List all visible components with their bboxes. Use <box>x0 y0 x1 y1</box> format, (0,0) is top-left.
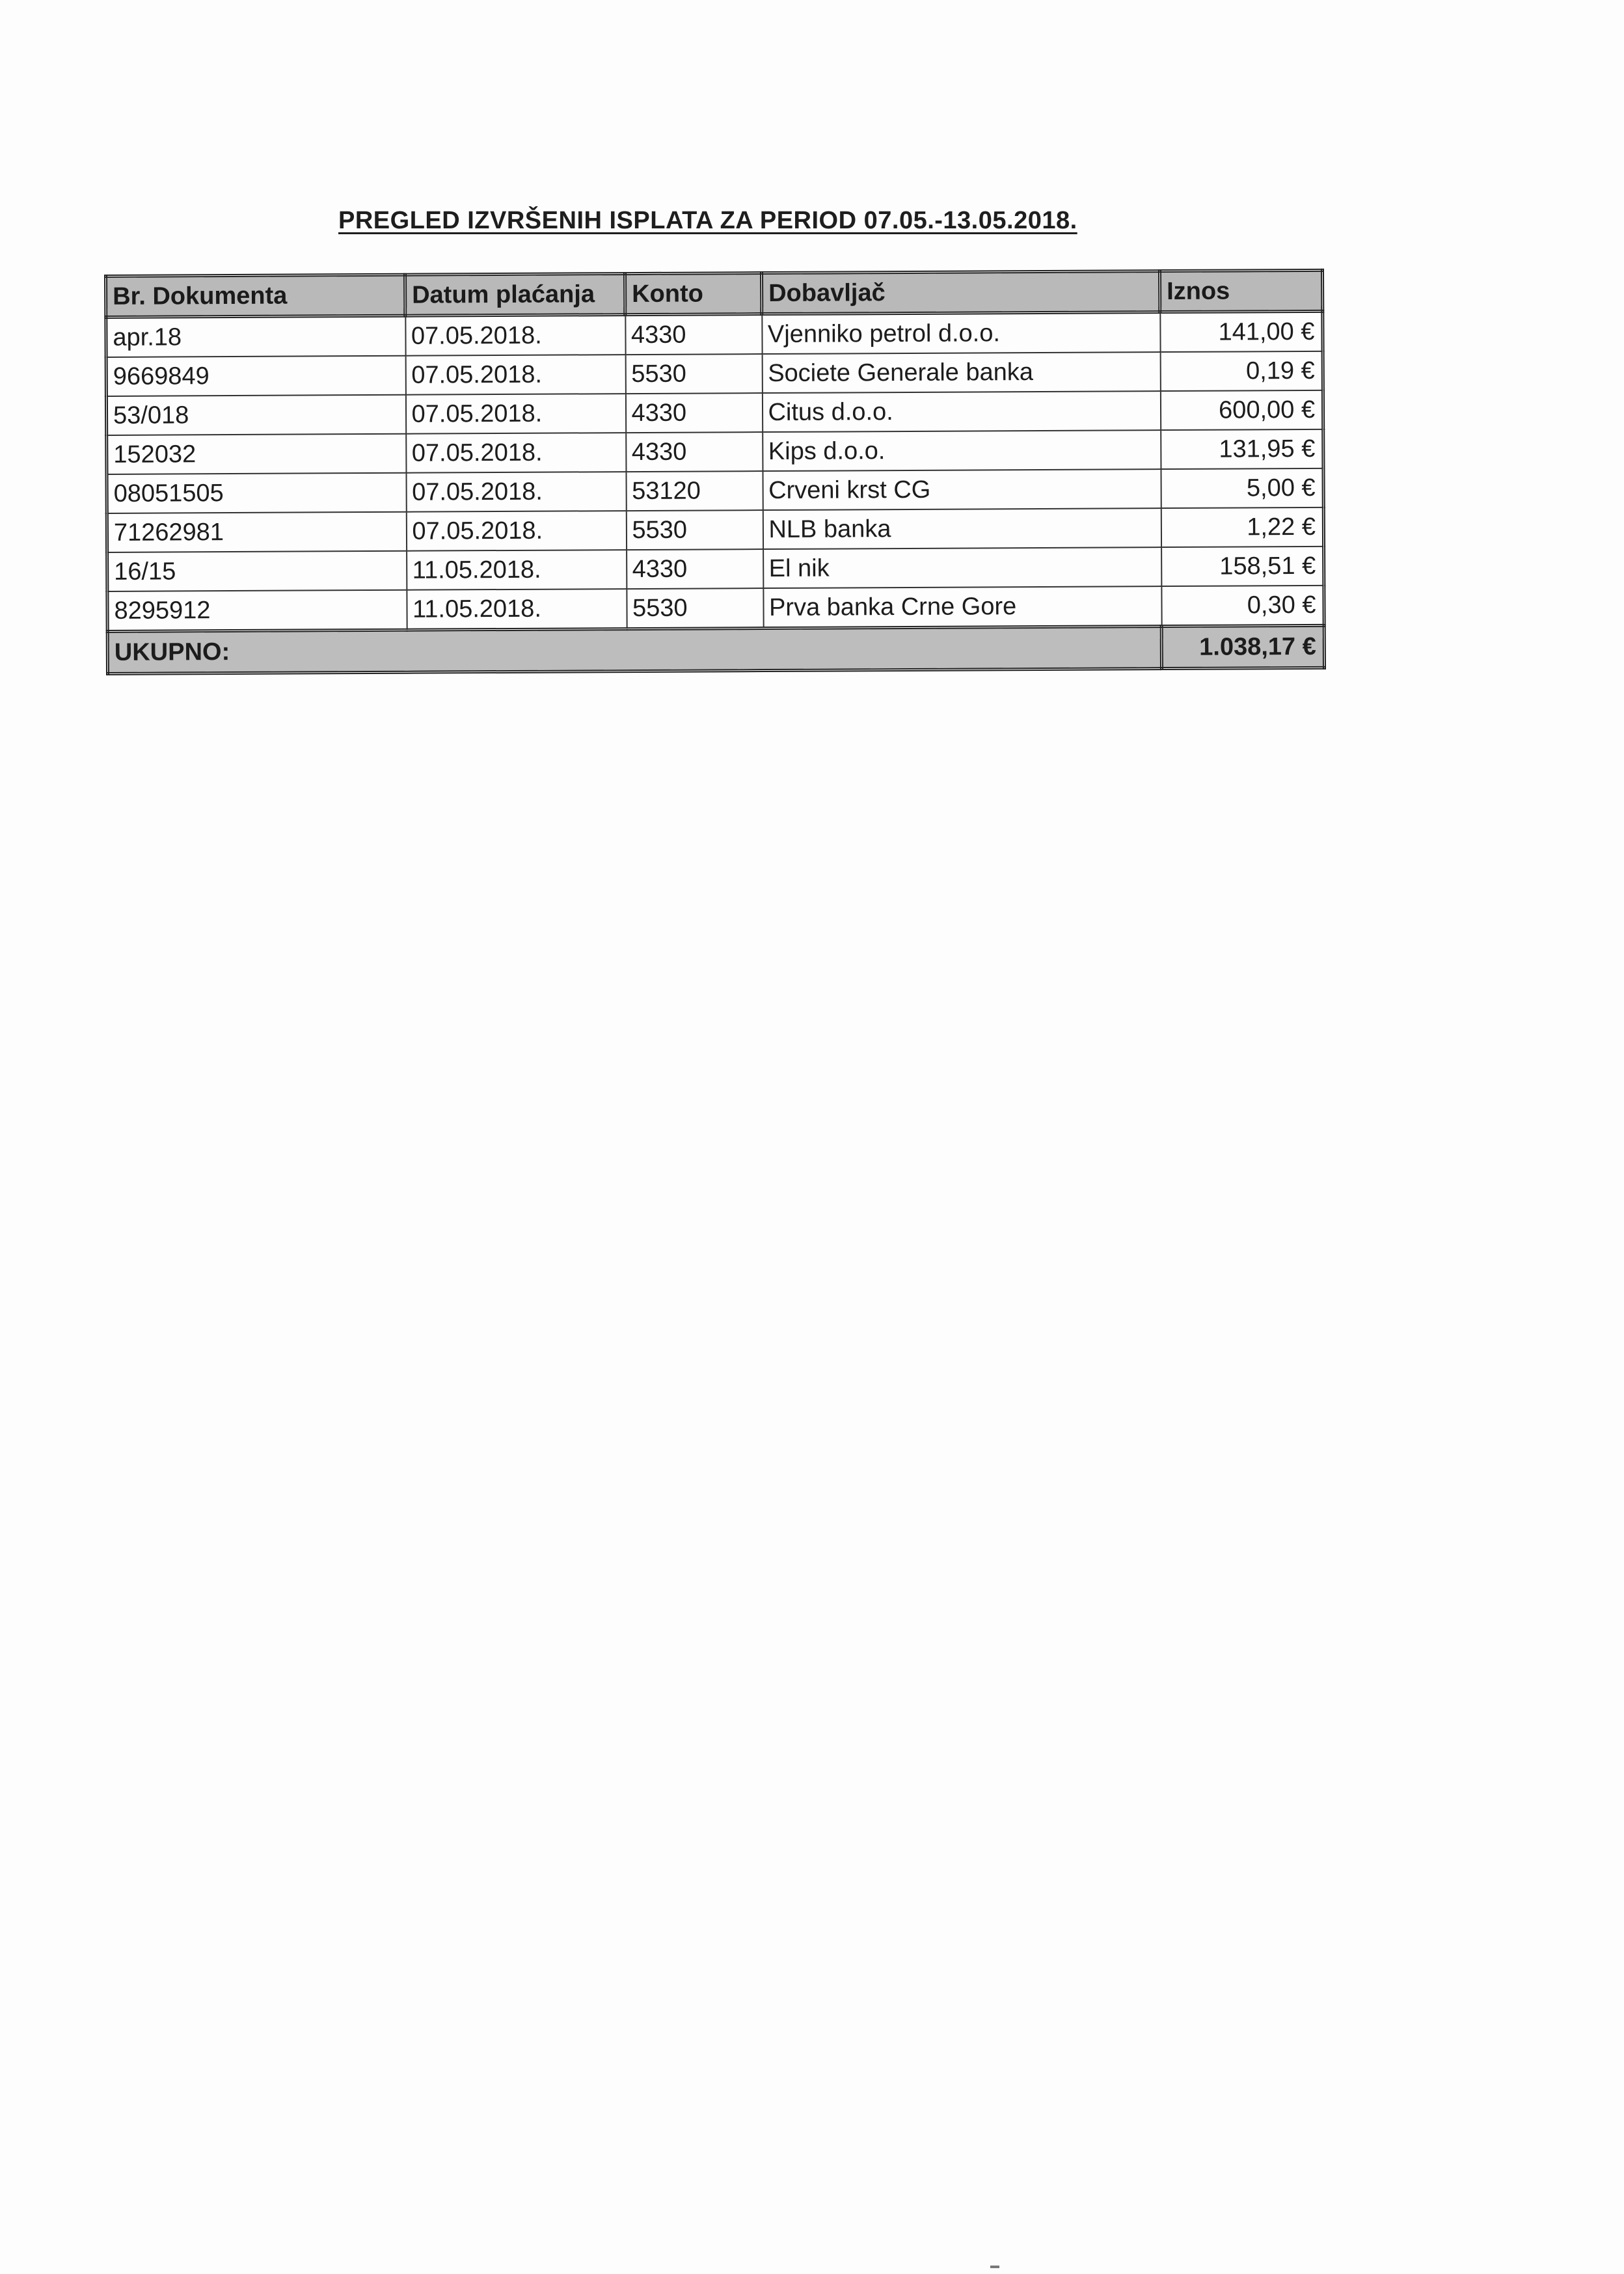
cell-account: 4330 <box>625 314 762 355</box>
cell-amount: 0,19 € <box>1160 351 1323 391</box>
payments-table <box>104 269 1326 675</box>
column-header-amount: Iznos <box>1159 270 1322 312</box>
table-row <box>107 547 1324 591</box>
cell-account: 4330 <box>626 432 763 472</box>
payments-table-wrapper <box>104 269 1323 675</box>
cell-supplier: Societe Generale banka <box>762 352 1160 393</box>
cell-amount: 141,00 € <box>1160 311 1323 352</box>
table-row <box>106 351 1323 396</box>
table-row <box>107 586 1324 632</box>
table-row <box>106 390 1323 435</box>
column-header-payment-date: Datum plaćanja <box>405 274 625 316</box>
cell-amount: 158,51 € <box>1161 547 1324 586</box>
table-row <box>107 468 1323 513</box>
cell-document-number: 16/15 <box>107 551 407 591</box>
cell-document-number: 08051505 <box>107 473 406 513</box>
cell-amount: 600,00 € <box>1160 390 1323 430</box>
cell-document-number: 71262981 <box>107 512 406 552</box>
cell-supplier: Kips d.o.o. <box>763 430 1161 471</box>
cell-document-number: apr.18 <box>106 316 405 357</box>
cell-amount: 131,95 € <box>1161 429 1323 469</box>
cell-amount: 0,30 € <box>1161 586 1324 627</box>
cell-amount: 1,22 € <box>1161 508 1323 547</box>
column-header-supplier: Dobavljač <box>762 271 1160 314</box>
cell-payment-date: 07.05.2018. <box>405 355 625 395</box>
cell-account: 5530 <box>626 510 763 550</box>
cell-supplier: Prva banka Crne Gore <box>763 586 1161 628</box>
cell-account: 4330 <box>627 549 763 589</box>
total-amount: 1.038,17 € <box>1161 625 1324 668</box>
cell-account: 53120 <box>626 471 763 511</box>
cell-payment-date: 07.05.2018. <box>406 472 626 512</box>
cell-document-number: 8295912 <box>107 590 407 632</box>
cell-supplier: Vjenniko petrol d.o.o. <box>762 312 1160 354</box>
table-row <box>106 311 1323 357</box>
cell-amount: 5,00 € <box>1161 468 1323 508</box>
cell-document-number: 152032 <box>107 434 406 474</box>
cell-supplier: NLB banka <box>763 508 1161 549</box>
column-header-account: Konto <box>625 273 762 315</box>
column-header-document-number: Br. Dokumenta <box>106 275 405 317</box>
cell-supplier: El nik <box>763 547 1161 588</box>
cell-payment-date: 07.05.2018. <box>405 394 625 434</box>
cell-payment-date: 11.05.2018. <box>407 550 627 590</box>
cell-account: 5530 <box>627 588 763 629</box>
cell-account: 5530 <box>625 354 762 394</box>
document-title: PREGLED IZVRŠENIH ISPLATA ZA PERIOD 07.05.-13.05.2018. <box>338 207 1077 234</box>
total-label: UKUPNO: <box>107 627 1161 674</box>
cell-document-number: 9669849 <box>106 356 405 396</box>
table-header-row <box>106 270 1323 317</box>
cell-account: 4330 <box>625 393 762 433</box>
cell-payment-date: 07.05.2018. <box>405 315 625 356</box>
cell-document-number: 53/018 <box>106 395 405 435</box>
cell-payment-date: 07.05.2018. <box>406 433 626 473</box>
total-row <box>107 625 1324 673</box>
scan-artifact <box>990 2266 999 2268</box>
cell-supplier: Crveni krst CG <box>763 469 1161 510</box>
cell-payment-date: 11.05.2018. <box>407 589 627 630</box>
table-row <box>107 429 1323 474</box>
cell-payment-date: 07.05.2018. <box>406 511 626 551</box>
cell-supplier: Citus d.o.o. <box>762 391 1160 432</box>
table-row <box>107 508 1323 552</box>
